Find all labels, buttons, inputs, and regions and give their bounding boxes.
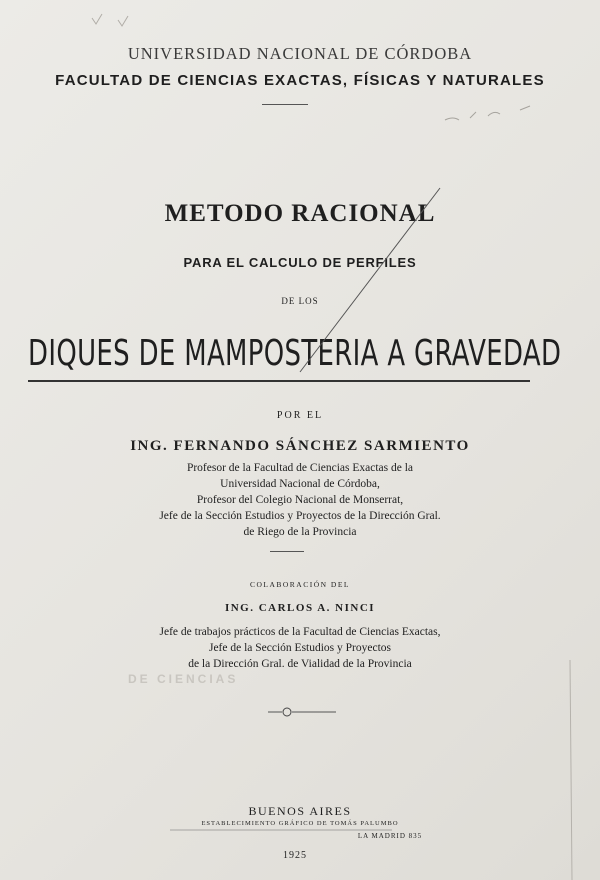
author-name: ING. FERNANDO SÁNCHEZ SARMIENTO xyxy=(130,438,470,454)
collaborator-name: ING. CARLOS A. NINCI xyxy=(224,602,376,614)
imprint-printer: ESTABLECIMIENTO GRÁFICO DE TOMÁS PALUMBO xyxy=(201,820,399,827)
title-line-3: DE LOS xyxy=(281,296,319,306)
title-line-1: METODO RACIONAL xyxy=(164,200,436,227)
collaborator-credential: Jefe de trabajos prácticos de la Facultad de Ciencias Exactas, xyxy=(159,626,441,638)
author-credential: Jefe de la Sección Estudios y Proyectos de la Dirección Gral. xyxy=(159,510,441,522)
collaboration-label: COLABORACIÓN DEL xyxy=(249,580,351,589)
library-stamp: DE CIENCIAS xyxy=(128,672,239,686)
title-line-2: PARA EL CALCULO DE PERFILES xyxy=(183,255,417,270)
university-name: UNIVERSIDAD NACIONAL DE CÓRDOBA xyxy=(127,44,473,63)
title-line-4: DIQUES DE MAMPOSTERIA A GRAVEDAD xyxy=(28,333,562,374)
collaborator-credential: Jefe de la Sección Estudios y Proyectos xyxy=(208,642,392,654)
por-el-label: POR EL xyxy=(276,410,324,421)
pencil-tick xyxy=(92,14,128,26)
pencil-stroke xyxy=(300,188,440,372)
collaborator-credential: de la Dirección Gral. de Vialidad de la Provincia xyxy=(188,658,412,670)
author-credential: Profesor del Colegio Nacional de Monserrat, xyxy=(196,494,404,506)
imprint-address: LA MADRID 835 xyxy=(357,832,423,840)
imprint-city: BUENOS AIRES xyxy=(248,804,352,818)
author-credential: Universidad Nacional de Córdoba, xyxy=(220,478,380,490)
ornament-circle xyxy=(283,708,291,716)
imprint-year: 1925 xyxy=(283,850,307,861)
author-credential: Profesor de la Facultad de Ciencias Exactas de la xyxy=(186,462,414,474)
right-margin-line xyxy=(570,660,572,880)
faculty-name: FACULTAD DE CIENCIAS EXACTAS, FÍSICAS Y NATURALES xyxy=(55,72,545,89)
pencil-scribble xyxy=(445,106,530,120)
author-credential: de Riego de la Provincia xyxy=(243,526,357,538)
